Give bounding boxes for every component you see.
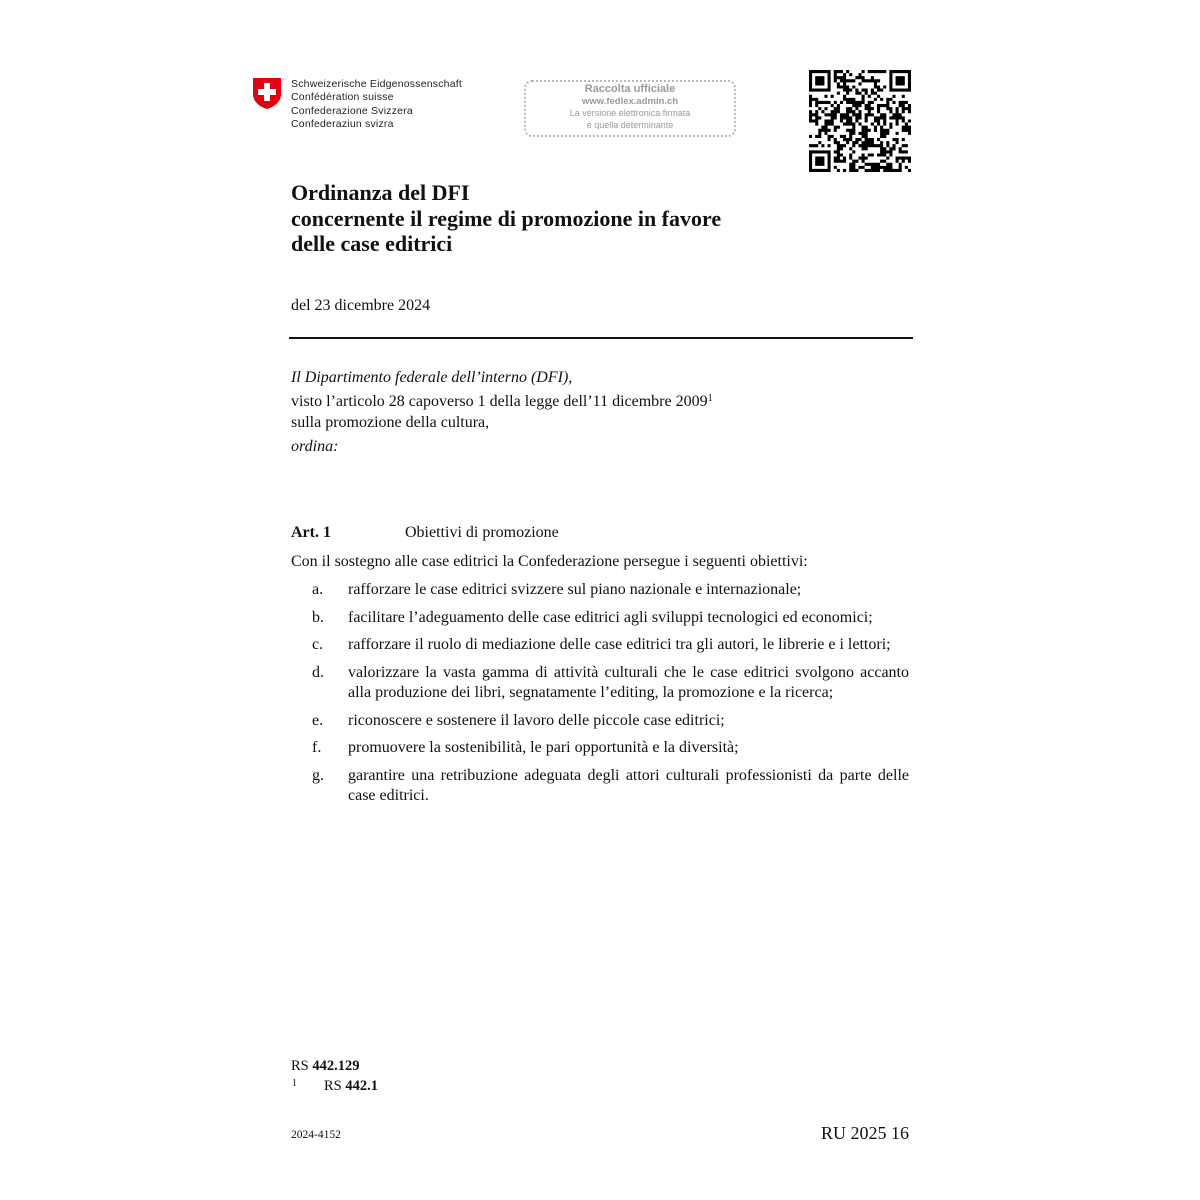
article-number: Art. 1 [291, 524, 331, 541]
swiss-cross-shield-icon [252, 77, 282, 110]
list-item [312, 738, 909, 759]
stamp-note-line2: è quella determinante [586, 120, 674, 130]
footnote [292, 1078, 378, 1095]
footnote-prefix: RS [324, 1078, 342, 1094]
title-line-2: concernente il regime di promozione in favore [291, 205, 722, 231]
list-item [312, 635, 909, 656]
document-code: 2024-4152 [291, 1129, 341, 1141]
stamp-url: www.fedlex.admin.ch [581, 96, 679, 107]
preamble-legal-basis-cont: sulla promozione della cultura, [291, 414, 490, 431]
footnote-reference-number[interactable]: 442.1 [345, 1078, 378, 1094]
title-line-1: Ordinanza del DFI [291, 180, 470, 205]
title-line-3: delle case editrici [291, 231, 453, 256]
list-item-letter: c. [312, 636, 324, 653]
stamp-title: Raccolta ufficiale [584, 83, 676, 95]
list-item-letter: b. [312, 608, 324, 626]
stamp-note-line1: La versione elettronica firmata [569, 108, 691, 118]
footnote-reference[interactable]: 1 [707, 393, 713, 404]
list-item [312, 608, 909, 629]
legal-basis-text: visto l’articolo 28 capoverso 1 della legge dell’11 dicembre 2009 [291, 393, 708, 410]
qr-code-icon [809, 70, 911, 172]
official-collection-reference: RU 2025 16 [820, 1123, 909, 1143]
list-item-letter: d. [312, 663, 324, 681]
list-item-text: promuovere la sostenibilità, le pari opportunità e la diversità; [348, 739, 739, 756]
confederation-line-de: Schweizerische Eidgenossenschaft [291, 78, 462, 90]
confederation-line-fr: Confédération suisse [291, 91, 394, 104]
list-item [312, 663, 909, 704]
list-item-text: facilitare l’adeguamento delle case editrici agli sviluppi tecnologici ed economici; [348, 608, 873, 626]
rs-number: 442.129 [312, 1058, 360, 1074]
article-intro: Con il sostegno alle case editrici la Confederazione persegue i seguenti obiettivi: [291, 553, 808, 570]
preamble-legal-basis [291, 391, 713, 412]
confederation-name [291, 78, 462, 132]
footnote-number: 1 [292, 1078, 297, 1089]
document-title [291, 180, 721, 257]
list-item-text: rafforzare il ruolo di mediazione delle case editrici tra gli autori, le librerie e i lettori; [348, 636, 891, 653]
preamble [291, 367, 713, 457]
list-item-text: rafforzare le case editrici svizzere sul piano nazionale e internazionale; [348, 581, 802, 598]
preamble-authority: Il Dipartimento federale dell’interno (DFI), [291, 369, 573, 386]
preamble-orders: ordina: [291, 438, 339, 455]
article-heading [291, 524, 559, 542]
objectives-list [312, 580, 909, 814]
confederation-line-rm: Confederaziun svizra [291, 118, 394, 131]
list-item-text: riconoscere e sostenere il lavoro delle piccole case editrici; [348, 711, 725, 729]
document-date: del 23 dicembre 2024 [291, 297, 431, 314]
list-item-letter: f. [312, 739, 322, 756]
list-item-letter: g. [312, 766, 324, 784]
list-item [312, 580, 909, 601]
rs-classification [291, 1058, 360, 1075]
list-item-text: garantire una retribuzione adeguata degli attori culturali professionisti da parte delle case editrici. [348, 766, 909, 804]
title-divider [289, 337, 913, 339]
rs-prefix: RS [291, 1058, 309, 1074]
confederation-line-it: Confederazione Svizzera [291, 104, 413, 117]
list-item [312, 711, 909, 732]
official-collection-stamp [524, 80, 736, 137]
list-item-letter: a. [312, 581, 324, 598]
list-item-letter: e. [312, 711, 324, 729]
list-item-text: valorizzare la vasta gamma di attività culturali che le case editrici svolgono accanto alla produzione dei libri, segnatamente l’editing, la promozione e la ricerca; [348, 663, 909, 701]
article-title: Obiettivi di promozione [405, 524, 559, 541]
list-item [312, 766, 909, 807]
